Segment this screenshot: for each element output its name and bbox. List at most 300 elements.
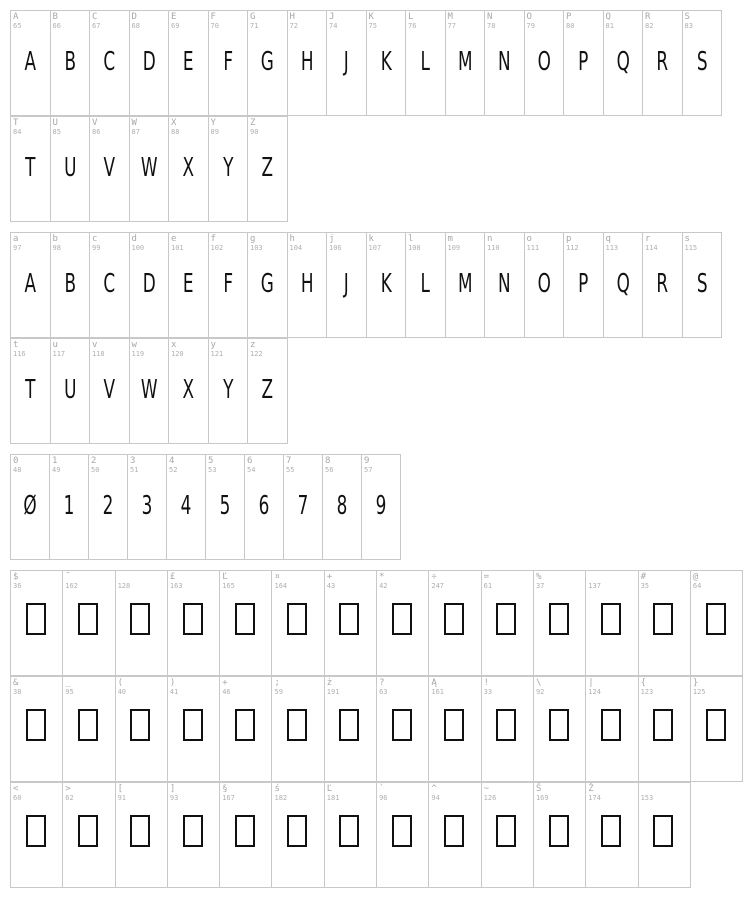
char-code: 123 xyxy=(640,688,654,696)
char-label: V xyxy=(92,118,98,128)
char-code: 38 xyxy=(13,688,22,696)
glyph-cell xyxy=(89,10,130,116)
glyph-cell xyxy=(533,676,586,782)
missing-glyph-box xyxy=(444,815,464,847)
glyph-cell xyxy=(481,782,534,888)
glyph-sample: U xyxy=(63,153,76,183)
glyph-cell xyxy=(167,570,220,676)
missing-glyph-box xyxy=(653,815,673,847)
glyph-cell xyxy=(585,782,638,888)
char-label: ś xyxy=(274,784,280,794)
glyph-cell xyxy=(524,232,565,338)
char-code: 165 xyxy=(222,582,235,590)
char-label: s xyxy=(684,234,690,244)
glyph-cell xyxy=(168,338,209,444)
glyph-cell xyxy=(376,676,429,782)
glyph-sample: A xyxy=(24,269,37,299)
glyph-row xyxy=(10,454,400,560)
glyph-cell xyxy=(682,10,723,116)
missing-glyph-box xyxy=(183,815,203,847)
missing-glyph-box xyxy=(496,603,516,635)
char-code: 70 xyxy=(210,22,219,30)
glyph-cell xyxy=(129,10,170,116)
char-code: 163 xyxy=(169,582,183,590)
glyph-sample: G xyxy=(260,47,274,77)
glyph-sample: Z xyxy=(261,375,274,405)
missing-glyph-box xyxy=(26,709,46,741)
glyph-sample: 4 xyxy=(180,491,192,521)
char-label: ) xyxy=(169,678,176,688)
char-code: 113 xyxy=(605,244,619,252)
glyph-sample: C xyxy=(103,47,116,77)
glyph-cell xyxy=(208,116,249,222)
missing-glyph-box xyxy=(235,709,255,741)
char-label: Ą xyxy=(431,678,437,688)
glyph-sample: X xyxy=(182,153,195,183)
glyph-sample: Y xyxy=(222,153,233,183)
char-code: 49 xyxy=(52,466,61,474)
glyph-sample: D xyxy=(142,47,156,77)
char-label: ¤ xyxy=(274,572,280,582)
missing-glyph-box xyxy=(235,603,255,635)
char-label: 9 xyxy=(364,456,370,466)
char-code: 35 xyxy=(640,582,649,590)
glyph-row xyxy=(10,116,287,222)
glyph-cell xyxy=(115,782,168,888)
missing-glyph-box xyxy=(78,709,98,741)
glyph-cell xyxy=(361,454,401,560)
glyph-sample: J xyxy=(343,269,349,299)
char-label: ^ xyxy=(431,784,437,794)
glyph-sample: M xyxy=(457,47,473,77)
glyph-sample: W xyxy=(140,153,158,183)
char-code: 37 xyxy=(535,582,545,590)
char-code: 121 xyxy=(210,350,224,358)
char-code: 91 xyxy=(117,794,127,802)
char-code: 247 xyxy=(431,582,445,590)
missing-glyph-box xyxy=(287,815,307,847)
glyph-cell xyxy=(638,570,691,676)
char-label: U xyxy=(52,118,58,128)
missing-glyph-box xyxy=(653,603,673,635)
glyph-sample: 7 xyxy=(297,491,309,521)
char-code: 119 xyxy=(131,350,145,358)
char-code: 54 xyxy=(247,466,256,474)
glyph-row xyxy=(10,782,690,888)
char-label: Z xyxy=(250,118,256,128)
char-code: 50 xyxy=(91,466,100,474)
missing-glyph-box xyxy=(601,709,621,741)
glyph-row xyxy=(10,10,721,116)
char-code: 42 xyxy=(379,582,388,590)
char-label: m xyxy=(447,234,453,244)
glyph-cell xyxy=(167,782,220,888)
char-code: 169 xyxy=(535,794,549,802)
glyph-sample: 3 xyxy=(141,491,153,521)
glyph-sample: F xyxy=(222,269,233,299)
glyph-cell xyxy=(603,10,644,116)
char-code: 67 xyxy=(92,22,101,30)
missing-glyph-box xyxy=(130,815,150,847)
glyph-cell xyxy=(219,570,272,676)
glyph-sample: E xyxy=(182,47,194,77)
glyph-sample: 1 xyxy=(63,491,75,521)
char-code: 104 xyxy=(289,244,303,252)
glyph-sample: O xyxy=(537,47,551,77)
glyph-sample: K xyxy=(380,47,392,77)
char-label: t xyxy=(13,340,19,350)
char-label: 7 xyxy=(286,456,292,466)
glyph-cell xyxy=(585,570,638,676)
glyph-cell xyxy=(88,454,128,560)
char-code: 115 xyxy=(684,244,698,252)
glyph-sample: W xyxy=(140,375,158,405)
char-label: _ xyxy=(65,678,71,688)
glyph-sample: 6 xyxy=(258,491,270,521)
missing-glyph-box xyxy=(392,815,412,847)
glyph-sample: R xyxy=(656,269,669,299)
glyph-sample: T xyxy=(25,153,36,183)
missing-glyph-box xyxy=(339,815,359,847)
char-label: n xyxy=(487,234,493,244)
glyph-cell xyxy=(376,782,429,888)
char-label: O xyxy=(526,12,532,22)
glyph-sample: J xyxy=(343,47,349,77)
char-label: | xyxy=(588,678,594,688)
char-label: S xyxy=(684,12,690,22)
char-label: f xyxy=(210,234,216,244)
char-label: R xyxy=(645,12,651,22)
glyph-cell xyxy=(366,232,407,338)
char-code: 97 xyxy=(13,244,22,252)
glyph-cell xyxy=(690,676,743,782)
char-label: Q xyxy=(605,12,611,22)
char-label: d xyxy=(131,234,137,244)
glyph-cell xyxy=(10,116,51,222)
glyph-cell xyxy=(405,10,446,116)
glyph-cell xyxy=(50,10,91,116)
char-code: 84 xyxy=(13,128,22,136)
char-label: Y xyxy=(210,118,216,128)
glyph-sample: K xyxy=(380,269,392,299)
char-label: + xyxy=(326,572,333,582)
glyph-cell xyxy=(445,10,486,116)
char-code: 83 xyxy=(684,22,693,30)
char-label: x xyxy=(171,340,177,350)
glyph-sample: L xyxy=(420,269,430,299)
char-label: J xyxy=(329,12,335,22)
char-label: k xyxy=(368,234,374,244)
char-label: ÷ xyxy=(431,572,437,582)
glyph-cell xyxy=(271,782,324,888)
char-label: A xyxy=(13,12,19,22)
glyph-cell xyxy=(247,338,288,444)
char-label: ` xyxy=(379,784,385,794)
glyph-sample: B xyxy=(63,47,76,77)
char-code: 36 xyxy=(13,582,22,590)
glyph-cell xyxy=(324,782,377,888)
glyph-cell xyxy=(563,232,604,338)
missing-glyph-box xyxy=(601,815,621,847)
char-label: B xyxy=(52,12,58,22)
missing-glyph-box xyxy=(549,603,569,635)
char-label: > xyxy=(65,784,71,794)
char-code: 48 xyxy=(13,466,22,474)
char-label: T xyxy=(13,118,19,128)
char-code: 43 xyxy=(326,582,336,590)
missing-glyph-box xyxy=(235,815,255,847)
char-code: 72 xyxy=(289,22,298,30)
char-label: £ xyxy=(169,572,176,582)
missing-glyph-box xyxy=(26,603,46,635)
char-code: 96 xyxy=(379,794,388,802)
glyph-cell xyxy=(89,232,130,338)
missing-glyph-box xyxy=(287,709,307,741)
char-label: 4 xyxy=(169,456,175,466)
glyph-sample: C xyxy=(103,269,116,299)
char-label: 1 xyxy=(52,456,58,466)
glyph-cell xyxy=(405,232,446,338)
char-label: u xyxy=(52,340,58,350)
missing-glyph-box xyxy=(183,709,203,741)
glyph-cell xyxy=(283,454,323,560)
char-code: 77 xyxy=(447,22,456,30)
char-code: 99 xyxy=(92,244,101,252)
glyph-cell xyxy=(366,10,407,116)
char-label: C xyxy=(92,12,98,22)
char-label: r xyxy=(645,234,651,244)
glyph-cell xyxy=(208,232,249,338)
glyph-cell xyxy=(324,570,377,676)
char-code: 59 xyxy=(274,688,283,696)
char-label: ˜ xyxy=(65,572,71,582)
char-code: 69 xyxy=(171,22,180,30)
glyph-cell xyxy=(481,676,534,782)
glyph-sample: V xyxy=(103,375,116,405)
char-code: 64 xyxy=(692,582,702,590)
char-code: 98 xyxy=(52,244,61,252)
char-code: 76 xyxy=(408,22,417,30)
char-code: 106 xyxy=(329,244,342,252)
char-code: 66 xyxy=(52,22,61,30)
char-code: 61 xyxy=(483,582,493,590)
char-label: q xyxy=(605,234,611,244)
char-label: j xyxy=(329,234,335,244)
char-code: 60 xyxy=(13,794,22,802)
missing-glyph-box xyxy=(339,709,359,741)
glyph-sample: S xyxy=(696,269,708,299)
glyph-cell xyxy=(428,676,481,782)
char-code: 174 xyxy=(588,794,601,802)
glyph-cell xyxy=(445,232,486,338)
char-code: 74 xyxy=(329,22,338,30)
glyph-cell xyxy=(642,232,683,338)
char-label: ~ xyxy=(483,784,490,794)
glyph-cell xyxy=(533,782,586,888)
char-label: $ xyxy=(13,572,19,582)
char-label: b xyxy=(52,234,58,244)
glyph-cell xyxy=(603,232,644,338)
char-label: a xyxy=(13,234,19,244)
char-code: 120 xyxy=(171,350,184,358)
char-label: F xyxy=(210,12,216,22)
char-code: 89 xyxy=(210,128,219,136)
char-code: 164 xyxy=(274,582,288,590)
glyph-cell xyxy=(484,232,525,338)
char-code: 126 xyxy=(483,794,497,802)
glyph-cell xyxy=(247,116,288,222)
glyph-cell xyxy=(563,10,604,116)
char-label: # xyxy=(640,572,646,582)
glyph-row xyxy=(10,676,742,782)
missing-glyph-box xyxy=(601,603,621,635)
char-label: Ľ xyxy=(326,784,333,794)
glyph-cell xyxy=(10,676,63,782)
char-code: 78 xyxy=(487,22,496,30)
glyph-sample: G xyxy=(260,269,274,299)
glyph-cell xyxy=(219,676,272,782)
glyph-cell xyxy=(481,570,534,676)
char-code: 109 xyxy=(447,244,461,252)
char-code: 79 xyxy=(526,22,535,30)
glyph-cell xyxy=(49,454,89,560)
char-label: y xyxy=(210,340,216,350)
glyph-sample: X xyxy=(182,375,195,405)
glyph-cell xyxy=(50,338,91,444)
glyph-cell xyxy=(62,782,115,888)
char-label: e xyxy=(171,234,177,244)
char-label: 3 xyxy=(130,456,136,466)
missing-glyph-box xyxy=(287,603,307,635)
glyph-cell xyxy=(428,570,481,676)
char-code: 117 xyxy=(52,350,66,358)
missing-glyph-box xyxy=(26,815,46,847)
glyph-sample: B xyxy=(63,269,76,299)
char-label: ż xyxy=(326,678,333,688)
missing-glyph-box xyxy=(496,815,516,847)
char-code: 114 xyxy=(645,244,658,252)
char-label: z xyxy=(250,340,256,350)
char-code: 153 xyxy=(640,794,654,802)
char-code: 125 xyxy=(692,688,706,696)
char-label: ] xyxy=(169,784,176,794)
missing-glyph-box xyxy=(653,709,673,741)
char-code: 81 xyxy=(605,22,614,30)
glyph-cell xyxy=(690,570,743,676)
glyph-sample: V xyxy=(103,153,116,183)
glyph-cell xyxy=(129,116,170,222)
char-code: 94 xyxy=(431,794,440,802)
missing-glyph-box xyxy=(130,603,150,635)
glyph-cell xyxy=(10,232,51,338)
char-code: 101 xyxy=(171,244,184,252)
glyph-cell xyxy=(50,116,91,222)
glyph-cell xyxy=(205,454,245,560)
glyph-cell xyxy=(326,10,367,116)
missing-glyph-box xyxy=(130,709,150,741)
char-code: 122 xyxy=(250,350,263,358)
char-code: 65 xyxy=(13,22,22,30)
glyph-cell xyxy=(642,10,683,116)
char-label: { xyxy=(640,678,646,688)
glyph-cell xyxy=(524,10,565,116)
char-code: 110 xyxy=(487,244,500,252)
char-code: 181 xyxy=(326,794,340,802)
missing-glyph-box xyxy=(183,603,203,635)
char-label: Ľ xyxy=(222,572,228,582)
char-code: 71 xyxy=(250,22,259,30)
char-label: Š xyxy=(535,784,542,794)
char-code: 33 xyxy=(483,688,493,696)
glyph-cell xyxy=(271,676,324,782)
glyph-cell xyxy=(287,232,328,338)
glyph-sample: D xyxy=(142,269,156,299)
char-code: 75 xyxy=(368,22,377,30)
glyph-sample: R xyxy=(656,47,669,77)
glyph-cell xyxy=(89,338,130,444)
char-label: W xyxy=(131,118,137,128)
glyph-sample: Q xyxy=(616,269,630,299)
char-label: E xyxy=(171,12,177,22)
char-code: 191 xyxy=(326,688,340,696)
char-label: P xyxy=(566,12,572,22)
glyph-cell xyxy=(533,570,586,676)
missing-glyph-box xyxy=(78,603,98,635)
char-label: H xyxy=(289,12,295,22)
glyph-cell xyxy=(208,10,249,116)
char-code: 90 xyxy=(250,128,259,136)
char-code: 118 xyxy=(92,350,105,358)
char-code: 95 xyxy=(65,688,74,696)
char-label: Ž xyxy=(588,784,594,794)
char-code: 137 xyxy=(588,582,601,590)
char-code: 86 xyxy=(92,128,101,136)
char-label: < xyxy=(13,784,19,794)
missing-glyph-box xyxy=(444,603,464,635)
glyph-row xyxy=(10,570,742,676)
char-label: p xyxy=(566,234,572,244)
char-label: & xyxy=(13,678,19,688)
glyph-cell xyxy=(168,116,209,222)
glyph-cell xyxy=(219,782,272,888)
glyph-cell xyxy=(484,10,525,116)
char-code: 108 xyxy=(408,244,421,252)
glyph-sample: P xyxy=(578,269,589,299)
glyph-row xyxy=(10,232,721,338)
glyph-cell xyxy=(168,232,209,338)
missing-glyph-box xyxy=(392,709,412,741)
glyph-cell xyxy=(428,782,481,888)
char-label: D xyxy=(131,12,137,22)
glyph-cell xyxy=(127,454,167,560)
glyph-sample: A xyxy=(24,47,37,77)
glyph-cell xyxy=(287,10,328,116)
glyph-sample: U xyxy=(63,375,76,405)
glyph-sample: Y xyxy=(222,375,233,405)
char-code: 93 xyxy=(169,794,179,802)
glyph-sample: H xyxy=(300,47,314,77)
glyph-sample: 9 xyxy=(375,491,387,521)
char-label: l xyxy=(408,234,414,244)
missing-glyph-box xyxy=(78,815,98,847)
char-code: 162 xyxy=(65,582,78,590)
char-label: [ xyxy=(117,784,124,794)
glyph-cell xyxy=(247,232,288,338)
glyph-cell xyxy=(62,570,115,676)
char-code: 92 xyxy=(535,688,545,696)
char-code: 56 xyxy=(325,466,334,474)
char-label: ? xyxy=(379,678,385,688)
